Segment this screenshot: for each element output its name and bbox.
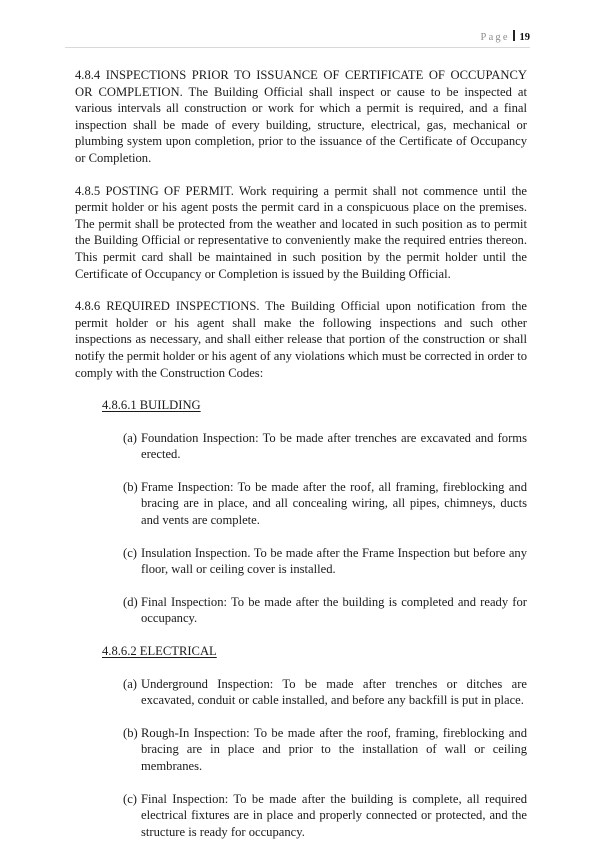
- section-4-8-4: 4.8.4 INSPECTIONS PRIOR TO ISSUANCE OF CERTIFICATE OF OCCUPANCY OR COMPLETION. The Building Official shall inspect or cause to be inspected at various intervals all construction or work for which a permit is required, and a final inspection shall be made of every building, structure, electrical, gas, mechanical or plumbing system upon completion, prior to the issuance of the Certificate of Occupancy or Completion.: [75, 68, 527, 165]
- building-inspection-list: [123, 430, 527, 627]
- list-item-text: Frame Inspection: To be made after the roof, all framing, fireblocking and bracing are in place, and all concealing wiring, all pipes, chimneys, ducts and vents are complete.: [141, 479, 527, 528]
- list-item-label: (a): [123, 676, 137, 691]
- list-item-text: Final Inspection: To be made after the building is completed and ready for occupancy.: [141, 594, 527, 626]
- list-item-text: Foundation Inspection: To be made after trenches are excavated and forms erected.: [141, 430, 527, 462]
- section-4-8-5: 4.8.5 POSTING OF PERMIT. Work requiring a permit shall not commence until the permit holder or his agent posts the permit card in a conspicuous place on the premises. The permit shall be protected from the weather and located in such position as to permit the Building Official or representative to conveniently make the required entries thereon. This permit card shall be maintained in such position by the permit holder until the Certificate of Occupancy or Completion is issued by the Building Official.: [75, 183, 527, 281]
- section-4-8-6: 4.8.6 REQUIRED INSPECTIONS. The Building Official upon notification from the permit holder or his agent shall make the following inspections and such other inspections as necessary, and shall either release that portion of the construction or shall notify the permit holder or his agent of any violations which must be corrected in order to comply with the Construction Codes:: [75, 299, 527, 380]
- subsection-heading-electrical: 4.8.6.2 ELECTRICAL: [102, 644, 217, 659]
- list-item-text: Underground Inspection: To be made after trenches or ditches are excavated, conduit or cable installed, and before any backfill is put in place.: [141, 676, 527, 708]
- list-item-label: (b): [123, 725, 138, 740]
- list-item: [123, 479, 527, 529]
- page-separator: [513, 30, 515, 41]
- list-item: [123, 545, 527, 578]
- list-item-label: (c): [123, 545, 137, 560]
- document-body: [75, 67, 527, 856]
- list-item-text: Rough-In Inspection: To be made after the roof, framing, fireblocking and bracing are in place and prior to the installation of wall or ceiling membranes.: [141, 725, 527, 773]
- page-number: 19: [519, 32, 530, 43]
- list-item: [123, 594, 527, 627]
- page-label: Page: [480, 32, 510, 43]
- list-item: [123, 725, 527, 775]
- list-item: [123, 791, 527, 841]
- subsection-heading-building: 4.8.6.1 BUILDING: [102, 398, 201, 413]
- list-item-label: (c): [123, 791, 137, 806]
- list-item-label: (a): [123, 430, 137, 445]
- list-item-label: (b): [123, 479, 138, 494]
- list-item-text: Final Inspection: To be made after the building is complete, all required electrical fixtures are in place and properly connected or protected, and the structure is ready for occupancy.: [141, 791, 527, 839]
- page-header: [65, 30, 530, 48]
- list-item: [123, 676, 527, 709]
- list-item-text: Insulation Inspection. To be made after the Frame Inspection but before any floor, wall or ceiling cover is installed.: [141, 545, 527, 577]
- list-item: [123, 430, 527, 463]
- electrical-inspection-list: [123, 676, 527, 841]
- list-item-label: (d): [123, 594, 138, 609]
